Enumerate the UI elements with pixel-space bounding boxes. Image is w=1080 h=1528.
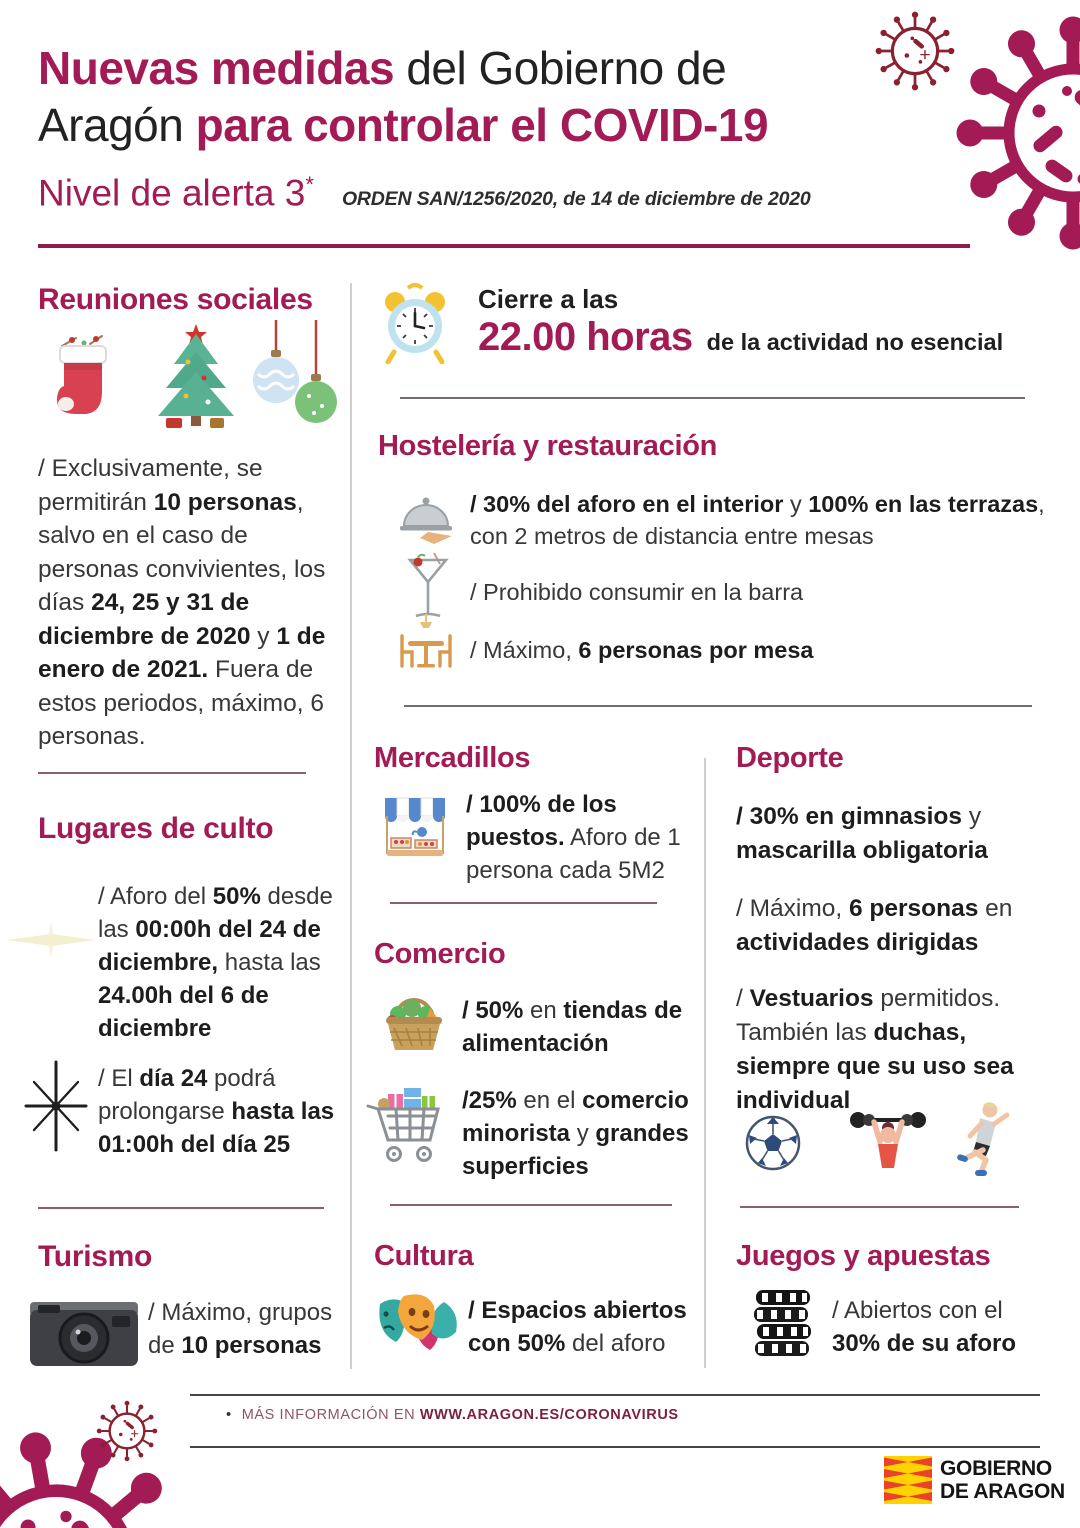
baubles-icon [252, 320, 338, 428]
section-title-turismo: Turismo [38, 1240, 153, 1273]
theater-masks-icon [374, 1288, 464, 1356]
section-title-juegos: Juegos y apuestas [736, 1240, 991, 1272]
closure-banner [478, 284, 1003, 360]
alert-level: Nivel de alerta 3* [38, 172, 314, 214]
page-title [38, 40, 938, 154]
closure-suffix: de la actividad no esencial [706, 329, 1004, 355]
market-stall-icon [382, 796, 448, 862]
comercio-divider [390, 1204, 672, 1206]
title-line-1: Nuevas medidas del Gobierno de [38, 42, 727, 94]
poker-chips-icon [752, 1286, 814, 1362]
alert-row [38, 172, 968, 214]
christmas-tree-icon [148, 322, 244, 432]
section-title-mercadillos: Mercadillos [374, 742, 531, 774]
alarm-clock-icon [382, 280, 448, 364]
hosteleria-item-2: / Prohibido consumir en la barra [470, 579, 804, 605]
soccer-ball-icon [744, 1114, 802, 1172]
column-divider-right [704, 758, 706, 1368]
footer-top-line [190, 1394, 1040, 1396]
section-title-cultura: Cultura [374, 1240, 474, 1272]
mercadillos-item-1: / 100% de los puestos. Aforo de 1 persona cada 5M2 [466, 791, 681, 884]
reuniones-body: / Exclusivamente, se permitirán 10 personas, salvo en el caso de personas convivientes, los días 24, 25 y 31 de diciembre de 2020 y 1 de enero de 2021. Fuera de estos periodos, máximo, 6 personas. [38, 455, 326, 750]
deporte-item-3: / Vestuarios permitidos. También las duchas, siempre que su uso sea individual [736, 985, 1014, 1114]
comercio-item-2: /25% en el comercio minorista y grandes superficies [462, 1087, 689, 1180]
hosteleria-divider [404, 705, 1032, 707]
hosteleria-item-1: / 30% del aforo en el interior y 100% en las terrazas, con 2 metros de distancia entre mesas [470, 491, 1045, 549]
culto-item-1: / Aforo del 50% desde las 00:00h del 24 de diciembre, hasta las 24.00h del 6 de diciembre [98, 883, 333, 1042]
title-line-2: Aragón para controlar el COVID-19 [38, 99, 769, 151]
section-title-deporte: Deporte [736, 742, 844, 774]
section-title-reuniones: Reuniones sociales [38, 283, 313, 316]
star-icon [20, 1060, 92, 1152]
cloche-icon [398, 490, 454, 546]
footer-bullet: • [226, 1407, 232, 1423]
mercadillos-divider [390, 902, 657, 904]
turismo-item-1: / Máximo, grupos de 10 personas [148, 1299, 333, 1359]
footer-info [226, 1407, 679, 1423]
comercio-item-1: / 50% en tiendas de alimentación [462, 997, 683, 1057]
left-bottom-divider [38, 1207, 324, 1209]
star-faint-icon [6, 912, 96, 968]
aragon-flag-icon [884, 1456, 932, 1504]
virus-icon [94, 1398, 160, 1464]
hosteleria-item-3: / Máximo, 6 personas por mesa [470, 637, 814, 663]
deporte-item-2: / Máximo, 6 personas en actividades dirigidas [736, 895, 1013, 956]
cultura-item-1: / Espacios abiertos con 50% del aforo [468, 1297, 687, 1357]
reuniones-divider [38, 772, 306, 774]
gobierno-aragon-logo [884, 1456, 1065, 1504]
deporte-item-1: / 30% en gimnasios y mascarilla obligatoria [736, 803, 988, 864]
deporte-divider [740, 1206, 1019, 1208]
runner-icon [950, 1100, 1014, 1178]
column-divider-left [350, 283, 352, 1369]
camera-icon [28, 1292, 140, 1368]
culto-item-2: / El día 24 podrá prolongarse hasta las 01:00h del día 25 [98, 1065, 335, 1158]
footer-info-url: WWW.ARAGON.ES/CORONAVIRUS [419, 1407, 679, 1423]
section-title-comercio: Comercio [374, 938, 506, 970]
grocery-basket-icon [380, 990, 448, 1054]
closure-divider [400, 397, 1025, 399]
footer-bottom-line [190, 1446, 1040, 1448]
gobierno-aragon-text: GOBIERNO DE ARAGON [940, 1457, 1065, 1503]
juegos-item-1: / Abiertos con el 30% de su aforo [832, 1297, 1017, 1357]
virus-icon [942, 2, 1080, 264]
section-title-hosteleria: Hostelería y restauración [378, 430, 718, 462]
footer-info-prefix: MÁS INFORMACIÓN EN [241, 1407, 420, 1423]
order-reference: ORDEN SAN/1256/2020, de 14 de diciembre de 2020 [341, 188, 811, 211]
stocking-icon [50, 330, 116, 428]
closure-intro: Cierre a las [478, 284, 619, 314]
header-divider [38, 244, 970, 248]
table-chairs-icon [392, 614, 460, 678]
weightlifter-icon [848, 1104, 928, 1178]
section-title-culto: Lugares de culto [38, 812, 274, 845]
shopping-cart-icon [366, 1084, 448, 1168]
closure-time: 22.00 horas [478, 315, 693, 359]
